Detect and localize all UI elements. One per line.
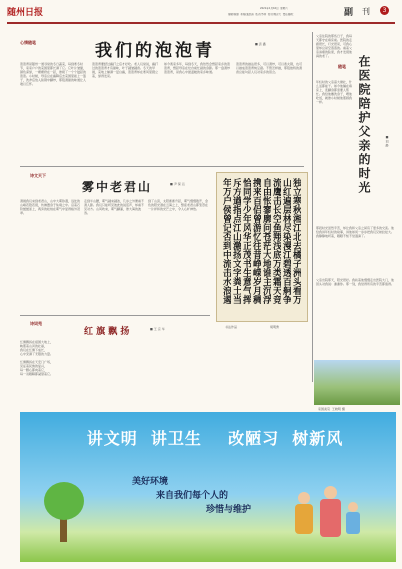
article3-tag: 诗词苑 [30, 321, 42, 326]
banner-family-icon [290, 482, 370, 552]
civility-banner [20, 412, 396, 562]
article2-divider [20, 315, 210, 316]
article2-body-b: 走到半山腰，雾气越来越浓，几步之外便看不清人影。我们只能听见彼此的说话声，却看不见对方。山风吹来，雾气翻涌，像大海的波涛。 [84, 199, 144, 215]
article4-body-b: 年轻时的父亲高大健壮，什么活都能干。如今他躺在病床上，连翻身都需要人帮忙。我给他擦洗身子，喂他吃饭，就像小时候他照顾我一样。 [316, 80, 353, 104]
calligraphy-column: 独立寒秋湘江北去橘子洲头看万 [291, 178, 301, 304]
calligraphy-artwork [216, 172, 308, 322]
article1-title: 我们的泡泡青 [95, 41, 215, 61]
article1-body-b: 泡泡青要经过霜打之后才好吃。老人们常说，霜打过的泡泡青才有甜味，叶子越皱越香。冬天的早晨，菜地上铺满一层白霜，泡泡青却在寒风里挺立着，绿得发亮。 [92, 62, 159, 78]
calligraphy-column: 恰同学少年风华正茂书生意气挥 [241, 178, 251, 304]
calligraphy-column: 斥方遒指点江山激扬文字粪土当 [231, 178, 241, 304]
right-column-divider [312, 32, 313, 382]
calligraphy-column: 携来百侣曾游忆往昔峥嵘岁月稠 [251, 178, 261, 304]
article1-tag: 心情随笔 [20, 40, 36, 45]
article4-tag: 随笔 [338, 64, 346, 69]
calligraphy-column: 山红遍层林尽染漫江碧透百舸争 [281, 178, 291, 304]
article1-body-c: 如今离家多年，每到冬天，我依然会想起家乡的泡泡青，想起母亲在灶台前忙碌的身影。那一盘清炒泡泡青，是我心中最温暖的家乡味道。 [164, 62, 231, 74]
article2-body-a: 清晨我们来到老君山，山中大雾弥漫，远处的山峰若隐若现，仿佛置身于仙境之中。沿着石阶缓缓而上，两旁的松柏在雾气中显得格外苍翠。 [20, 199, 80, 215]
article4-body-c: 那段时光虽然辛苦，却让我和父亲之间有了更多的交流。他给我讲年轻时的故事，讲他如何一步步把我们兄妹拉扯大。我静静地听着，眼眶不知不觉湿润了。 [316, 226, 394, 238]
masthead-section-2: 刊 [362, 7, 370, 16]
calligraphy-column: 年万户侯曾记否到中流击水浪遏 [221, 178, 231, 304]
banner-tree-icon [44, 482, 84, 542]
masthead-section: 副 [344, 8, 354, 18]
article2-tag: 诗文天下 [30, 173, 46, 178]
banner-line-2: 来自我们每个人的 [156, 491, 229, 501]
masthead-logo: 随州日报 [7, 8, 44, 18]
calligraphy-column: 自由怅寥廓问苍茫大地谁主沉浮 [261, 178, 271, 304]
banner-slogan: 讲文明 讲卫生 改陋习 树新风 [86, 429, 344, 448]
article1-author: ■ 袁 鑫 [255, 42, 266, 46]
calligraphy-column: 流鹰击长空鱼翔浅底万类霜天竞 [271, 178, 281, 304]
article4-body-a: 父亲住院的那些日子，我每天都守在病床前。医院的走廊很长，灯光很亮，可我心里却总是空落落的。看着父亲消瘦的脸庞，我才发现他真的老了。 [316, 34, 353, 58]
article4-photo [314, 360, 400, 405]
article3-body: 红旗飘扬在祖国大地上， 映照着山河的壮丽， 我们在红旗下成长， 心中充满了无限的力量。 红旗飘扬在天安门广场， 见证着民族的复兴， 每一颗心都向着它， 每一双眼睛都凝望着它。 [20, 340, 54, 376]
article1-body-a: 泡泡青是随州一道寻常的冬日蔬菜，每到寒冬时节，家家户户的菜园里都长满了它。它叶片皱缩，颜色深绿，一棵棵挤在一起，像极了一个个鼓起的泡泡。小时候，母亲总在霜降后去菜园里拔上一篮子，洗净后放入铁锅中翻炒，那股清甜的味道让人难以忘怀。 [20, 62, 87, 86]
article1-body-d: 泡泡青的做法很多，可以清炒，可以煮火锅，也可以做成泡泡青炖豆腐。不管怎样做，那股独特的清香总能勾起人们对家乡的思念。 [236, 62, 303, 74]
article4-photo-caption: 家园美景 王晓明 摄 [318, 407, 345, 411]
article1-divider [20, 166, 304, 167]
article2-author: ■ 尹 保 运 [170, 182, 185, 186]
article2-title: 雾中老君山 [82, 180, 153, 194]
banner-line-3: 珍惜与维护 [206, 505, 252, 515]
page-number-badge [380, 6, 389, 15]
article3-author: ■ 王 宗 华 [150, 327, 165, 331]
masthead-date: 2021年1月16日 星期六 [260, 7, 288, 10]
page-number: 3 [382, 7, 387, 14]
calligraphy-author: 胡明勇 [270, 325, 280, 329]
banner-line-1: 美好环境 [132, 477, 169, 487]
article3-title: 红 旗 飘 扬 [84, 327, 130, 337]
article4-author: ■ 刘 静 [385, 135, 389, 147]
masthead [0, 0, 402, 26]
masthead-editor-line: 编辑/陈丽 美编/龚钦霞 版式/苏菲 校对/周远大 责任编辑： [228, 13, 296, 16]
masthead-rule [7, 22, 395, 24]
article2-body-c: 到了山顶，太阳渐渐升起，雾气慢慢散开，金色的阳光洒在云海之上，整座老君山都笼罩在一片祥和的光芒之中，令人心旷神怡。 [148, 199, 208, 211]
article4-title: 在医院陪护父亲的时光 [357, 55, 371, 195]
article4-body-d: 父亲出院那天，阳光很好。我扶着他慢慢走出医院大门，他回头对我说：谢谢你。那一刻，我觉得所有的辛苦都值得。 [316, 278, 394, 286]
calligraphy-caption: 书法作品 [225, 325, 238, 329]
